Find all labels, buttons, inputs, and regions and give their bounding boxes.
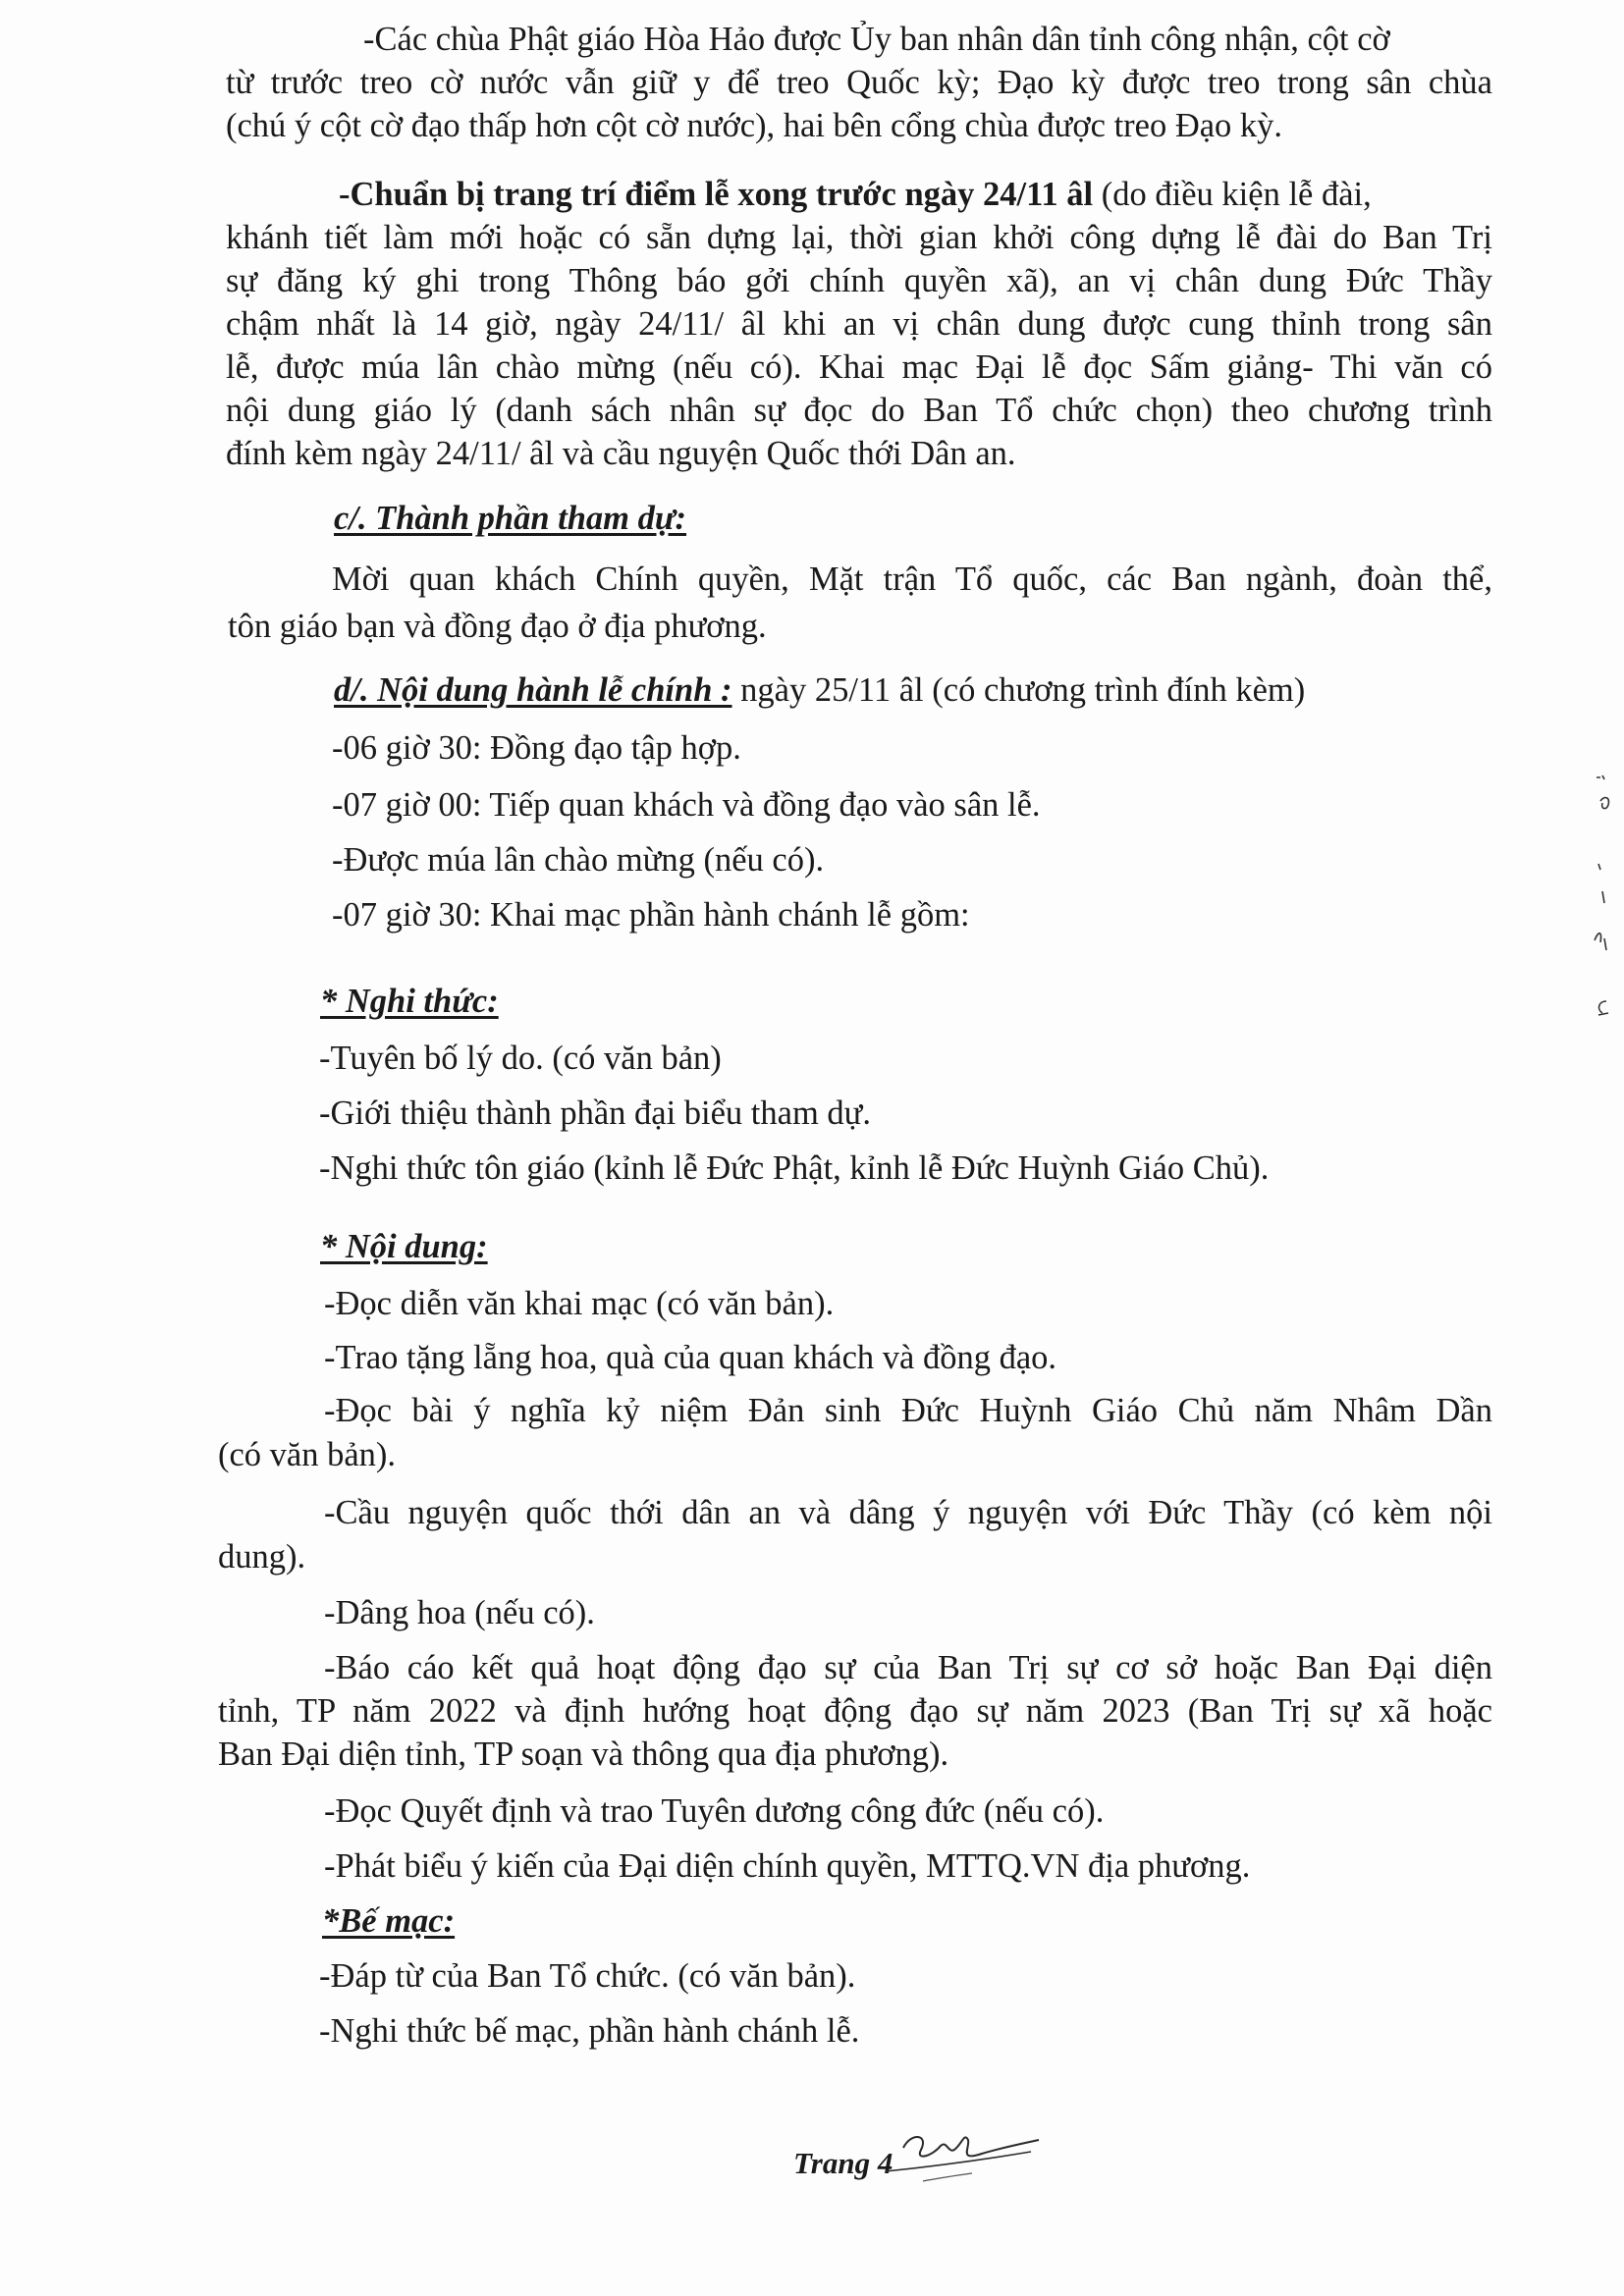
heading-noi-dung: * Nội dung: [320, 1228, 488, 1265]
heading-c: c/. Thành phần tham dự: [334, 500, 687, 537]
handwritten-initials [864, 2110, 1051, 2199]
paragraph-line: Mời quan khách Chính quyền, Mặt trận Tổ quốc, các Ban ngành, đoàn thể, [332, 561, 1492, 598]
paragraph-line: nội dung giáo lý (danh sách nhân sự đọc do Ban Tổ chức chọn) theo chương trình [226, 392, 1492, 429]
text: -Dâng hoa (nếu có). [324, 1594, 595, 1631]
text: đính kèm ngày 24/11/ âl và cầu nguyện Quốc thới Dân an. [226, 435, 1016, 472]
text: -07 giờ 30: Khai mạc phần hành chánh lễ gồm: [332, 896, 970, 934]
text: (chú ý cột cờ đạo thấp hơn cột cờ nước), hai bên cổng chùa được treo Đạo kỳ. [226, 107, 1283, 144]
text: -Giới thiệu thành phần đại biểu tham dự. [319, 1095, 871, 1132]
text: Ban Đại diện tỉnh, TP soạn và thông qua địa phương). [218, 1735, 949, 1773]
page-number: Trang 4 [793, 2146, 893, 2180]
text: -Đọc diễn văn khai mạc (có văn bản). [324, 1285, 835, 1322]
text: -Phát biểu ý kiến của Đại diện chính quyền, MTTQ.VN địa phương. [324, 1847, 1251, 1885]
list-item: -Đọc bài ý nghĩa kỷ niệm Đản sinh Đức Huỳnh Giáo Chủ năm Nhâm Dần [324, 1392, 1492, 1429]
text: (do điều kiện lễ đài, [1093, 176, 1372, 213]
text: -Nghi thức tôn giáo (kỉnh lễ Đức Phật, kỉnh lễ Đức Huỳnh Giáo Chủ). [319, 1149, 1270, 1187]
list-item-continuation: tỉnh, TP năm 2022 và định hướng hoạt động đạo sự năm 2023 (Ban Trị sự xã hoặc [218, 1692, 1492, 1730]
text: -Nghi thức bế mạc, phần hành chánh lễ. [319, 2012, 860, 2050]
text: -Tuyên bố lý do. (có văn bản) [319, 1040, 722, 1077]
text: -06 giờ 30: Đồng đạo tập hợp. [332, 729, 741, 767]
paragraph-line: khánh tiết làm mới hoặc có sẵn dựng lại, thời gian khởi công dựng lễ đài do Ban Trị [226, 219, 1492, 256]
text: (có văn bản). [218, 1436, 397, 1473]
text: ngày 25/11 âl (có chương trình đính kèm) [731, 671, 1306, 709]
heading-d: d/. Nội dung hành lễ chính : [334, 671, 732, 709]
text: dung). [218, 1538, 306, 1575]
paragraph-line: lễ, được múa lân chào mừng (nếu có). Khai mạc Đại lễ đọc Sấm giảng- Thi văn có [226, 348, 1492, 386]
list-item: -Cầu nguyện quốc thới dân an và dâng ý nguyện với Đức Thầy (có kèm nội [324, 1494, 1492, 1531]
paragraph-line: từ trước treo cờ nước vẫn giữ y để treo Quốc kỳ; Đạo kỳ được treo trong sân chùa [226, 64, 1492, 101]
paragraph-line: chậm nhất là 14 giờ, ngày 24/11/ âl khi an vị chân dung được cung thỉnh trong sân [226, 305, 1492, 343]
bold-lead-text: -Chuẩn bị trang trí điểm lễ xong trước ngày 24/11 âl [339, 176, 1094, 213]
scan-margin-marks [1583, 766, 1622, 1060]
text: tôn giáo bạn và đồng đạo ở địa phương. [228, 608, 767, 645]
paragraph-line: sự đăng ký ghi trong Thông báo gởi chính quyền xã), an vị chân dung Đức Thầy [226, 262, 1492, 299]
text: -Được múa lân chào mừng (nếu có). [332, 841, 825, 879]
text: -Các chùa Phật giáo Hòa Hảo được Ủy ban nhân dân tỉnh công nhận, cột cờ [363, 21, 1390, 58]
text: -Đọc Quyết định và trao Tuyên dương công đức (nếu có). [324, 1792, 1105, 1830]
heading-nghi-thuc: * Nghi thức: [320, 983, 499, 1020]
text: -Trao tặng lẵng hoa, quà của quan khách và đồng đạo. [324, 1339, 1057, 1376]
text: -Đáp từ của Ban Tổ chức. (có văn bản). [319, 1957, 856, 1995]
heading-be-mac: *Bế mạc: [322, 1902, 456, 1940]
text: -07 giờ 00: Tiếp quan khách và đồng đạo vào sân lễ. [332, 786, 1041, 824]
list-item: -Báo cáo kết quả hoạt động đạo sự của Ban Trị sự cơ sở hoặc Ban Đại diện [324, 1649, 1492, 1686]
